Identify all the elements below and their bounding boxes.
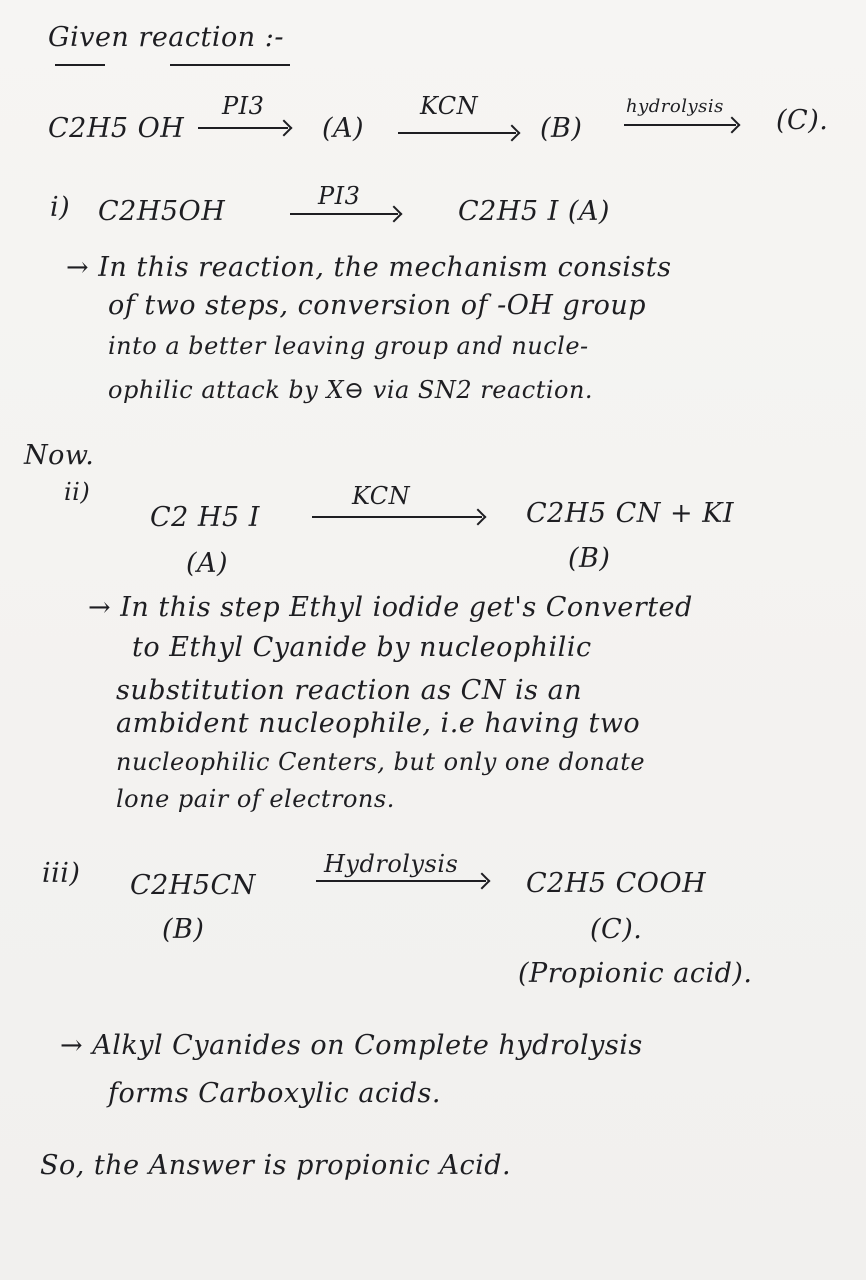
step3-product-tag: (C). bbox=[590, 914, 643, 945]
step2-note-line-2: to Ethyl Cyanide by nucleophilic bbox=[132, 632, 592, 663]
step2-note-line-4: ambident nucleophile, i.e having two bbox=[116, 708, 641, 739]
overview-arrow-1 bbox=[198, 127, 288, 129]
overview-arrow-2 bbox=[398, 132, 516, 134]
heading-underline bbox=[55, 64, 105, 66]
answer-line: So, the Answer is propionic Acid. bbox=[40, 1150, 512, 1181]
step3-product: C2H5 COOH bbox=[526, 868, 707, 899]
step2-reactant: C2 H5 I bbox=[150, 502, 260, 533]
overview-product-c: (C). bbox=[776, 105, 829, 136]
conclusion-line-2: forms Carboxylic acids. bbox=[108, 1078, 441, 1109]
step1-arrow bbox=[290, 213, 398, 215]
step1-reagent: PI3 bbox=[318, 182, 361, 210]
step2-arrow bbox=[312, 516, 482, 518]
step1-note-line-3: into a better leaving group and nucle- bbox=[108, 332, 589, 360]
step2-product-tag: (B) bbox=[568, 543, 611, 574]
step2-product: C2H5 CN + KI bbox=[526, 498, 735, 529]
now-label: Now. bbox=[24, 440, 95, 471]
overview-product-a: (A) bbox=[322, 113, 365, 144]
step1-number: i) bbox=[50, 192, 71, 223]
step2-note-line-3: substitution reaction as CN is an bbox=[116, 675, 583, 706]
step3-product-name: (Propionic acid). bbox=[518, 958, 753, 989]
step1-note-line-2: of two steps, conversion of -OH group bbox=[108, 290, 647, 321]
overview-reagent-1: PI3 bbox=[222, 92, 265, 120]
overview-arrow-3 bbox=[624, 124, 736, 126]
heading-underline-2 bbox=[170, 64, 290, 66]
step2-note-line-1: → In this step Ethyl iodide get's Converted bbox=[88, 592, 693, 623]
overview-reactant: C2H5 OH bbox=[48, 113, 185, 144]
step2-note-line-6: lone pair of electrons. bbox=[116, 785, 395, 813]
conclusion-line-1: → Alkyl Cyanides on Complete hydrolysis bbox=[60, 1030, 643, 1061]
step1-note-line-4: ophilic attack by X⊖ via SN2 reaction. bbox=[108, 376, 594, 404]
step1-reactant: C2H5OH bbox=[98, 196, 226, 227]
overview-reagent-2: KCN bbox=[420, 92, 479, 120]
step2-reagent: KCN bbox=[352, 482, 411, 510]
step2-note-line-5: nucleophilic Centers, but only one donate bbox=[116, 748, 646, 776]
step3-arrow bbox=[316, 880, 486, 882]
overview-reagent-3: hydrolysis bbox=[626, 96, 724, 117]
step3-number: iii) bbox=[42, 858, 81, 889]
heading: Given reaction :- bbox=[48, 22, 284, 53]
overview-product-b: (B) bbox=[540, 113, 583, 144]
step2-number: ii) bbox=[64, 478, 91, 506]
step3-reagent: Hydrolysis bbox=[324, 850, 459, 878]
step1-note-line-1: → In this reaction, the mechanism consists bbox=[66, 252, 672, 283]
step3-reactant-tag: (B) bbox=[162, 914, 205, 945]
step2-reactant-tag: (A) bbox=[186, 548, 229, 579]
step1-product: C2H5 I (A) bbox=[458, 196, 610, 227]
step3-reactant: C2H5CN bbox=[130, 870, 256, 901]
